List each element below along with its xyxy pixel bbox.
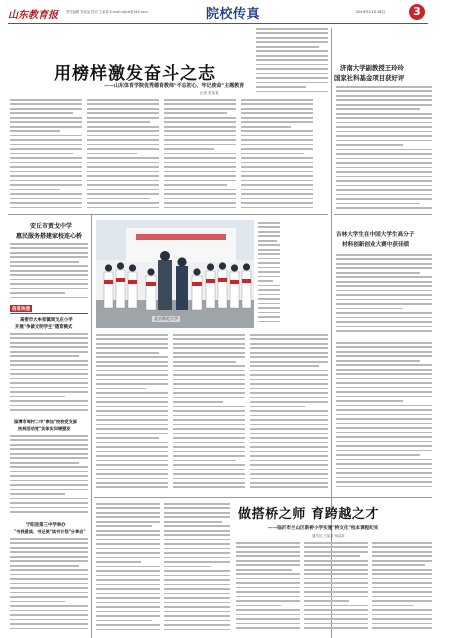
brief4-title: 宁阳县第三中学举办	[26, 523, 66, 528]
brief1-body	[10, 243, 88, 301]
bottom-subtitle: ——临沂市兰山区新桥小学实施"桥文化"校本课程纪实	[268, 526, 379, 531]
bottom-column-5	[372, 542, 432, 634]
editor-line: 责任编辑 李某某 校对 王某某 E-mail:sdjyb@163.com	[66, 10, 148, 14]
side1-title: 济南大学副教授王玲玲	[340, 64, 404, 72]
lead-column-2	[87, 99, 159, 211]
bottom-column-3	[236, 542, 300, 634]
brief3-body	[10, 435, 88, 517]
side2-title: 吉林大学生在中国大学生高分子	[336, 232, 415, 238]
lead-byline: 记者 张某某	[200, 91, 219, 95]
side1-body	[336, 86, 432, 210]
bottom-byline: 通讯员 王某某 杨某某	[312, 534, 345, 538]
brief2-body	[10, 333, 88, 415]
mid-column-1	[96, 334, 168, 494]
brief-top-divider	[8, 214, 328, 215]
brief1-title: 安丘市贾戈中学	[30, 223, 73, 230]
side2-title2: 材料创新创业大赛中获佳绩	[342, 242, 410, 248]
news-express-banner: 信息快递	[12, 306, 30, 312]
left-column-divider	[91, 214, 92, 638]
brief1-title2: 惠民服务搭建家校连心桥	[16, 233, 83, 240]
lead-column-3	[164, 99, 236, 211]
side1-title2: 国家社科基金项目获好评	[334, 74, 405, 82]
lead-column-1	[10, 99, 82, 211]
mid-column-2	[173, 334, 245, 494]
page-number-badge: 3	[409, 4, 425, 20]
issue-date: 2019年11月18日	[356, 10, 386, 14]
bottom-column-4	[304, 542, 368, 634]
lead-title: 用榜样激发奋斗之志	[54, 64, 216, 84]
brief4-body	[10, 538, 88, 634]
bottom-article-divider	[94, 497, 432, 498]
photo-side-caption	[258, 222, 280, 326]
banner-rule	[10, 313, 88, 314]
brief2-title2: 开展"争做文明学生"德育模式	[15, 325, 73, 330]
mid-column-3	[250, 334, 328, 494]
section-title: 院校传真	[206, 7, 261, 22]
photo-caption: 北京师范大学	[154, 316, 178, 321]
side-divider	[334, 214, 432, 215]
bottom-column-2	[164, 503, 230, 633]
bottom-column-1	[96, 503, 160, 633]
right-lower-column	[336, 342, 432, 492]
brief3-title: 淄博市周村二中"参加"校校党支部	[14, 419, 77, 424]
ceremony-photo	[96, 220, 254, 328]
lead-column-4-top	[256, 28, 328, 94]
brief2-title: 高密市大牟家镇周戈庄小学	[20, 318, 73, 323]
lead-subtitle: ——山东体育学院优秀德育教师"不忘初心、牢记使命"主题教育	[104, 83, 245, 89]
masthead-rule	[8, 23, 428, 24]
side2-body	[336, 254, 432, 338]
brief4-title2: "书我爱读、书记使"读书计划"分享会"	[14, 529, 86, 534]
bottom-title: 做搭桥之师 育跨越之才	[238, 507, 380, 522]
newspaper-logo: 山东教育报	[8, 10, 58, 21]
brief3-title2: 扶持活动党"实体实训增强发	[18, 426, 71, 431]
lead-column-4	[241, 99, 313, 211]
